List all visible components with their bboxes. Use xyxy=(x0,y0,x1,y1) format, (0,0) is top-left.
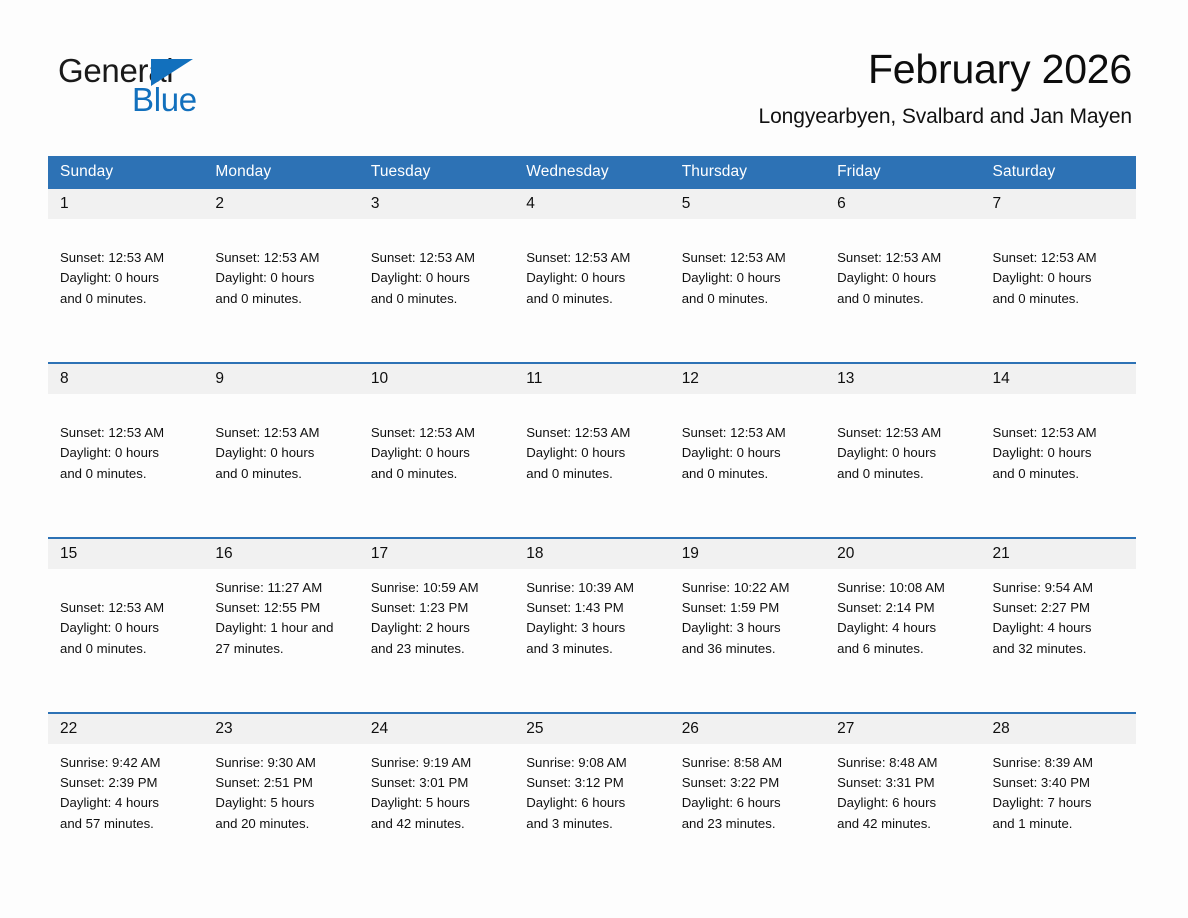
day-number[interactable]: 2 xyxy=(203,189,358,219)
daylight-text-1: Daylight: 0 hours xyxy=(992,445,1092,461)
day-number[interactable]: 8 xyxy=(48,363,203,394)
day-number[interactable]: 18 xyxy=(514,538,669,569)
sunrise-spacer xyxy=(215,228,348,248)
sunrise-text: Sunrise: 8:48 AM xyxy=(837,755,938,770)
day-cell[interactable] xyxy=(203,744,358,887)
daylight-text-2: and 0 minutes. xyxy=(215,290,302,306)
day-number[interactable]: 12 xyxy=(670,363,825,394)
sunset-text: Sunset: 12:55 PM xyxy=(215,600,321,616)
daylight-text-1: Daylight: 0 hours xyxy=(837,445,937,461)
daylight-text-2: 27 minutes. xyxy=(215,640,284,656)
day-cell[interactable] xyxy=(670,569,825,713)
day-cell[interactable] xyxy=(670,394,825,538)
day-cell[interactable] xyxy=(981,394,1136,538)
sunrise-text: Sunrise: 10:08 AM xyxy=(837,580,945,595)
day-number[interactable]: 23 xyxy=(203,713,358,744)
day-number[interactable]: 4 xyxy=(514,189,669,219)
day-cell[interactable] xyxy=(514,744,669,887)
sunrise-text: Sunrise: 9:42 AM xyxy=(60,755,161,770)
daylight-text-2: and 20 minutes. xyxy=(215,815,310,831)
day-cell[interactable] xyxy=(48,569,203,713)
daylight-text-1: Daylight: 0 hours xyxy=(992,270,1092,286)
sunrise-text: Sunrise: 9:19 AM xyxy=(370,755,472,770)
daylight-text-2: and 0 minutes. xyxy=(370,465,458,481)
calendar xyxy=(48,156,1136,887)
daylight-text-2: and 6 minutes. xyxy=(837,640,924,656)
calendar-body xyxy=(48,189,1136,887)
day-cell[interactable] xyxy=(981,744,1136,887)
sunset-text: Sunset: 12:53 AM xyxy=(215,425,320,441)
sunset-text: Sunset: 12:53 AM xyxy=(370,250,475,266)
daylight-text-2: and 36 minutes. xyxy=(681,640,776,656)
day-cell[interactable] xyxy=(514,569,669,713)
daylight-text-2: and 1 minute. xyxy=(992,815,1073,831)
sunset-text: Sunset: 12:53 AM xyxy=(992,250,1097,266)
daylight-text-2: and 3 minutes. xyxy=(526,815,613,831)
sunset-text: Sunset: 1:43 PM xyxy=(526,600,624,616)
daylight-text-1: Daylight: 0 hours xyxy=(60,270,159,286)
daylight-text-1: Daylight: 0 hours xyxy=(60,620,159,636)
sunset-text: Sunset: 1:23 PM xyxy=(370,600,469,616)
page-subtitle: Longyearbyen, Svalbard and Jan Mayen xyxy=(758,105,1132,129)
daylight-text-2: and 0 minutes. xyxy=(526,465,613,481)
daylight-text-2: and 0 minutes. xyxy=(992,290,1080,306)
day-cell[interactable] xyxy=(359,219,514,363)
sunrise-spacer xyxy=(215,403,348,423)
day-number[interactable]: 22 xyxy=(48,713,203,744)
daylight-text-1: Daylight: 0 hours xyxy=(681,270,781,286)
sunrise-text: Sunrise: 10:39 AM xyxy=(526,580,635,595)
sunrise-text: Sunrise: 11:27 AM xyxy=(215,580,323,595)
sunset-text: Sunset: 12:53 AM xyxy=(60,600,165,616)
sunset-text: Sunset: 12:53 AM xyxy=(837,425,942,441)
sunset-text: Sunset: 3:40 PM xyxy=(992,775,1091,791)
week-info-row xyxy=(48,744,1136,887)
daylight-text-1: Daylight: 5 hours xyxy=(370,795,470,811)
day-number[interactable]: 14 xyxy=(981,363,1136,394)
day-number[interactable]: 9 xyxy=(203,363,358,394)
daylight-text-1: Daylight: 6 hours xyxy=(526,795,626,811)
weekday-header-wednesday: Wednesday xyxy=(514,156,669,189)
sunrise-spacer xyxy=(993,403,1126,423)
day-cell[interactable] xyxy=(670,744,825,887)
daylight-text-2: and 3 minutes. xyxy=(526,640,613,656)
daylight-text-2: and 0 minutes. xyxy=(681,290,769,306)
weekday-header-thursday: Thursday xyxy=(670,156,825,189)
sunset-text: Sunset: 12:53 AM xyxy=(526,250,631,266)
weekday-header-saturday: Saturday xyxy=(981,156,1136,189)
sunrise-text: Sunrise: 9:30 AM xyxy=(215,755,316,770)
day-cell[interactable] xyxy=(359,744,514,887)
daylight-text-1: Daylight: 4 hours xyxy=(60,795,159,811)
sunrise-text: Sunrise: 8:39 AM xyxy=(992,755,1093,770)
calendar-table xyxy=(48,156,1136,887)
daylight-text-1: Daylight: 0 hours xyxy=(215,445,315,461)
sunset-text: Sunset: 2:51 PM xyxy=(215,775,313,791)
day-cell[interactable] xyxy=(359,394,514,538)
sunset-text: Sunset: 2:14 PM xyxy=(837,600,935,616)
calendar-header-row xyxy=(48,156,1136,189)
sunset-text: Sunset: 12:53 AM xyxy=(681,250,786,266)
daylight-text-1: Daylight: 0 hours xyxy=(526,270,626,286)
day-cell[interactable] xyxy=(981,219,1136,363)
daylight-text-2: and 0 minutes. xyxy=(837,290,924,306)
day-number[interactable]: 3 xyxy=(359,189,514,219)
daylight-text-2: and 23 minutes. xyxy=(681,815,776,831)
daylight-text-1: Daylight: 7 hours xyxy=(992,795,1092,811)
sunrise-text: Sunrise: 10:22 AM xyxy=(681,580,790,595)
sunrise-spacer xyxy=(371,228,504,248)
day-number[interactable]: 28 xyxy=(981,713,1136,744)
day-number[interactable]: 7 xyxy=(981,189,1136,219)
logo-text-blue: Blue xyxy=(132,81,197,118)
day-number[interactable]: 13 xyxy=(825,363,980,394)
daylight-text-2: and 0 minutes. xyxy=(992,465,1080,481)
day-cell[interactable] xyxy=(514,394,669,538)
sunrise-spacer xyxy=(60,403,193,423)
sunset-text: Sunset: 12:53 AM xyxy=(60,425,165,441)
sunset-text: Sunset: 12:53 AM xyxy=(215,250,320,266)
day-number[interactable]: 16 xyxy=(203,538,358,569)
day-cell[interactable] xyxy=(359,569,514,713)
day-cell[interactable] xyxy=(825,394,980,538)
day-number[interactable]: 1 xyxy=(48,189,203,219)
daylight-text-2: and 0 minutes. xyxy=(837,465,924,481)
daylight-text-1: Daylight: 4 hours xyxy=(992,620,1092,636)
sunset-text: Sunset: 3:22 PM xyxy=(681,775,780,791)
day-cell[interactable] xyxy=(203,394,358,538)
day-number[interactable]: 25 xyxy=(514,713,669,744)
sunrise-spacer xyxy=(837,403,970,423)
day-number[interactable]: 26 xyxy=(670,713,825,744)
general-blue-logo[interactable] xyxy=(58,52,318,118)
week-info-row xyxy=(48,219,1136,363)
day-number[interactable]: 6 xyxy=(825,189,980,219)
week-number-row xyxy=(48,189,1136,219)
day-number[interactable]: 17 xyxy=(359,538,514,569)
sunrise-spacer xyxy=(837,228,970,248)
day-cell[interactable] xyxy=(825,219,980,363)
day-number[interactable]: 20 xyxy=(825,538,980,569)
week-number-row xyxy=(48,713,1136,744)
daylight-text-2: and 42 minutes. xyxy=(837,815,931,831)
sunrise-text: Sunrise: 8:58 AM xyxy=(681,755,783,770)
daylight-text-1: Daylight: 6 hours xyxy=(837,795,937,811)
sunset-text: Sunset: 12:53 AM xyxy=(370,425,475,441)
day-cell[interactable] xyxy=(48,219,203,363)
sunrise-spacer xyxy=(682,228,815,248)
sunrise-spacer xyxy=(526,403,659,423)
day-cell[interactable] xyxy=(825,569,980,713)
sunset-text: Sunset: 3:12 PM xyxy=(526,775,624,791)
sunrise-text: Sunrise: 9:54 AM xyxy=(992,580,1093,595)
daylight-text-2: and 42 minutes. xyxy=(370,815,465,831)
daylight-text-2: and 0 minutes. xyxy=(60,640,147,656)
daylight-text-1: Daylight: 0 hours xyxy=(681,445,781,461)
daylight-text-1: Daylight: 6 hours xyxy=(681,795,781,811)
weekday-header-friday: Friday xyxy=(825,156,980,189)
sunrise-spacer xyxy=(60,228,193,248)
daylight-text-1: Daylight: 0 hours xyxy=(370,270,470,286)
day-cell[interactable] xyxy=(203,569,358,713)
title-block xyxy=(759,48,1133,129)
daylight-text-1: Daylight: 0 hours xyxy=(215,270,315,286)
day-number[interactable]: 15 xyxy=(48,538,203,569)
daylight-text-1: Daylight: 2 hours xyxy=(370,620,470,636)
day-number[interactable]: 19 xyxy=(670,538,825,569)
page-title: February 2026 xyxy=(867,46,1132,92)
weekday-header-sunday: Sunday xyxy=(48,156,203,189)
day-number[interactable]: 11 xyxy=(514,363,669,394)
daylight-text-2: and 0 minutes. xyxy=(681,465,769,481)
weekday-header-tuesday: Tuesday xyxy=(359,156,514,189)
daylight-text-1: Daylight: 1 hour and xyxy=(215,620,334,636)
daylight-text-1: Daylight: 0 hours xyxy=(370,445,470,461)
sunset-text: Sunset: 12:53 AM xyxy=(60,250,165,266)
daylight-text-1: Daylight: 3 hours xyxy=(681,620,781,636)
daylight-text-2: and 0 minutes. xyxy=(60,290,147,306)
daylight-text-2: and 32 minutes. xyxy=(992,640,1087,656)
week-info-row xyxy=(48,394,1136,538)
day-number[interactable]: 21 xyxy=(981,538,1136,569)
daylight-text-1: Daylight: 4 hours xyxy=(837,620,937,636)
daylight-text-1: Daylight: 0 hours xyxy=(526,445,626,461)
sunset-text: Sunset: 12:53 AM xyxy=(526,425,631,441)
day-number[interactable]: 10 xyxy=(359,363,514,394)
sunrise-spacer xyxy=(371,403,504,423)
sunrise-spacer xyxy=(993,228,1126,248)
daylight-text-2: and 0 minutes. xyxy=(215,465,302,481)
day-number[interactable]: 5 xyxy=(670,189,825,219)
week-info-row xyxy=(48,569,1136,713)
daylight-text-1: Daylight: 0 hours xyxy=(837,270,937,286)
daylight-text-2: and 0 minutes. xyxy=(370,290,458,306)
daylight-text-1: Daylight: 3 hours xyxy=(526,620,626,636)
logo-text-general: General xyxy=(58,52,174,89)
sunset-text: Sunset: 1:59 PM xyxy=(681,600,780,616)
sunset-text: Sunset: 3:31 PM xyxy=(837,775,935,791)
day-cell[interactable] xyxy=(981,569,1136,713)
sunset-text: Sunset: 12:53 AM xyxy=(992,425,1097,441)
sunrise-spacer xyxy=(682,403,815,423)
day-number[interactable]: 24 xyxy=(359,713,514,744)
daylight-text-1: Daylight: 5 hours xyxy=(215,795,315,811)
day-number[interactable]: 27 xyxy=(825,713,980,744)
week-number-row xyxy=(48,538,1136,569)
sunset-text: Sunset: 2:39 PM xyxy=(60,775,158,791)
page-header xyxy=(0,0,1188,129)
sunrise-spacer xyxy=(526,228,659,248)
daylight-text-1: Daylight: 0 hours xyxy=(60,445,159,461)
weekday-header-monday: Monday xyxy=(203,156,358,189)
day-cell[interactable] xyxy=(48,394,203,538)
daylight-text-2: and 23 minutes. xyxy=(370,640,465,656)
daylight-text-2: and 0 minutes. xyxy=(60,465,147,481)
daylight-text-2: and 57 minutes. xyxy=(60,815,154,831)
sunset-text: Sunset: 2:27 PM xyxy=(992,600,1091,616)
sunset-text: Sunset: 12:53 AM xyxy=(681,425,786,441)
day-cell[interactable] xyxy=(670,219,825,363)
week-number-row xyxy=(48,363,1136,394)
day-cell[interactable] xyxy=(825,744,980,887)
sunrise-text: Sunrise: 10:59 AM xyxy=(370,580,479,595)
day-cell[interactable] xyxy=(514,219,669,363)
day-cell[interactable] xyxy=(48,744,203,887)
sunrise-text: Sunrise: 9:08 AM xyxy=(526,755,627,770)
sunrise-spacer xyxy=(60,578,193,598)
sunset-text: Sunset: 12:53 AM xyxy=(837,250,942,266)
sunset-text: Sunset: 3:01 PM xyxy=(370,775,469,791)
daylight-text-2: and 0 minutes. xyxy=(526,290,613,306)
day-cell[interactable] xyxy=(203,219,358,363)
